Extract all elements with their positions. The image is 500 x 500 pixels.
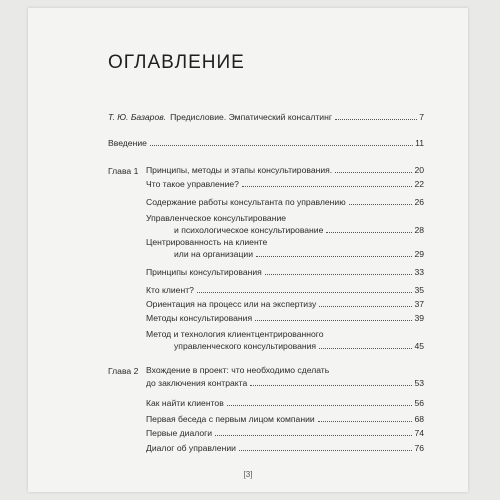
toc-subentry-title: управленческого консультирования bbox=[174, 341, 317, 351]
dot-leader bbox=[319, 348, 412, 349]
book-page bbox=[28, 8, 468, 492]
dot-leader bbox=[335, 172, 412, 173]
toc-subentry bbox=[146, 285, 424, 296]
dot-leader bbox=[319, 306, 412, 307]
dot-leader bbox=[318, 421, 413, 422]
dot-leader bbox=[242, 186, 413, 187]
toc-entry-preface bbox=[108, 112, 424, 123]
dot-leader bbox=[239, 450, 413, 451]
page-number: 53 bbox=[414, 378, 424, 388]
page-number: 7 bbox=[419, 112, 424, 122]
toc-subentry-title: Что такое управление? bbox=[146, 179, 239, 189]
preface-author: Т. Ю. Базаров. bbox=[108, 112, 167, 122]
page-title: ОГЛАВЛЕНИЕ bbox=[108, 52, 245, 73]
dot-leader bbox=[349, 204, 413, 205]
page-number: 33 bbox=[414, 267, 424, 277]
dot-leader bbox=[215, 435, 412, 436]
page-number: 74 bbox=[414, 428, 424, 438]
intro-title: Введение bbox=[108, 138, 147, 148]
toc-subentry-title: Кто клиент? bbox=[146, 285, 194, 295]
toc-subentry-title: Принципы консультирования bbox=[146, 267, 262, 277]
toc-subentry bbox=[146, 443, 424, 454]
toc-subentry bbox=[146, 428, 424, 439]
dot-leader bbox=[326, 232, 412, 233]
toc-subentry bbox=[146, 299, 424, 310]
chapter-1-label: Глава 1 bbox=[108, 166, 139, 176]
dot-leader bbox=[150, 145, 413, 146]
dot-leader bbox=[255, 320, 412, 321]
page-number: 35 bbox=[414, 285, 424, 295]
toc-subentry bbox=[174, 341, 424, 352]
page-number: 22 bbox=[414, 179, 424, 189]
preface-title: Предисловие. Эмпатический консалтинг bbox=[170, 112, 332, 122]
page-number: 29 bbox=[414, 249, 424, 259]
toc-subentry-title: Ориентация на процесс или на экспертизу bbox=[146, 299, 317, 309]
toc-subentry-title: Методы консультирования bbox=[146, 313, 253, 323]
toc-subentry-title: и психологическое консультирование bbox=[174, 225, 324, 235]
page-number: 37 bbox=[414, 299, 424, 309]
toc-subentry-title: Диалог об управлении bbox=[146, 443, 236, 453]
toc-subentry-line: Центрированность на клиенте bbox=[146, 237, 268, 247]
chapter-2-label: Глава 2 bbox=[108, 366, 139, 376]
chapter-1-title: Принципы, методы и этапы консультирования. bbox=[146, 165, 333, 175]
page-number: 39 bbox=[414, 313, 424, 323]
dot-leader bbox=[197, 292, 413, 293]
page-number: 26 bbox=[414, 197, 424, 207]
toc-subentry-title: или на организации bbox=[174, 249, 253, 259]
toc-subentry bbox=[146, 414, 424, 425]
dot-leader bbox=[265, 274, 413, 275]
toc-subentry-title: Как найти клиентов bbox=[146, 398, 224, 408]
dot-leader bbox=[227, 405, 413, 406]
toc-subentry-title: Содержание работы консультанта по управлению bbox=[146, 197, 346, 207]
toc-subentry bbox=[146, 313, 424, 324]
page-number: 28 bbox=[414, 225, 424, 235]
page-footer-number: [3] bbox=[243, 470, 253, 479]
dot-leader bbox=[250, 385, 412, 386]
page-number: 11 bbox=[415, 138, 424, 148]
page-number: 45 bbox=[414, 341, 424, 351]
toc-subentry-line: Управленческое консультирование bbox=[146, 213, 287, 223]
toc-subentry bbox=[146, 267, 424, 278]
chapter-2-title-line-2: до заключения контракта bbox=[146, 378, 248, 388]
toc-subentry bbox=[146, 179, 424, 190]
page-number: 56 bbox=[414, 398, 424, 408]
toc-subentry bbox=[146, 197, 424, 208]
dot-leader bbox=[335, 119, 417, 120]
toc-entry-intro bbox=[108, 138, 424, 149]
dot-leader bbox=[256, 256, 412, 257]
chapter-2-title-line-1: Вхождение в проект: что необходимо сделать bbox=[146, 365, 330, 375]
toc-subentry bbox=[174, 225, 424, 236]
page-number: 20 bbox=[414, 165, 424, 175]
toc-entry-chapter-1 bbox=[146, 165, 424, 176]
toc-subentry bbox=[174, 249, 424, 260]
toc-subentry-title: Первая беседа с первым лицом компании bbox=[146, 414, 315, 424]
toc-entry-chapter-2 bbox=[146, 378, 424, 389]
page-number: 76 bbox=[414, 443, 424, 453]
page-number: 68 bbox=[414, 414, 424, 424]
toc-subentry-title: Первые диалоги bbox=[146, 428, 213, 438]
toc-subentry bbox=[146, 398, 424, 409]
toc-subentry-line: Метод и технология клиентцентрированного bbox=[146, 329, 324, 339]
